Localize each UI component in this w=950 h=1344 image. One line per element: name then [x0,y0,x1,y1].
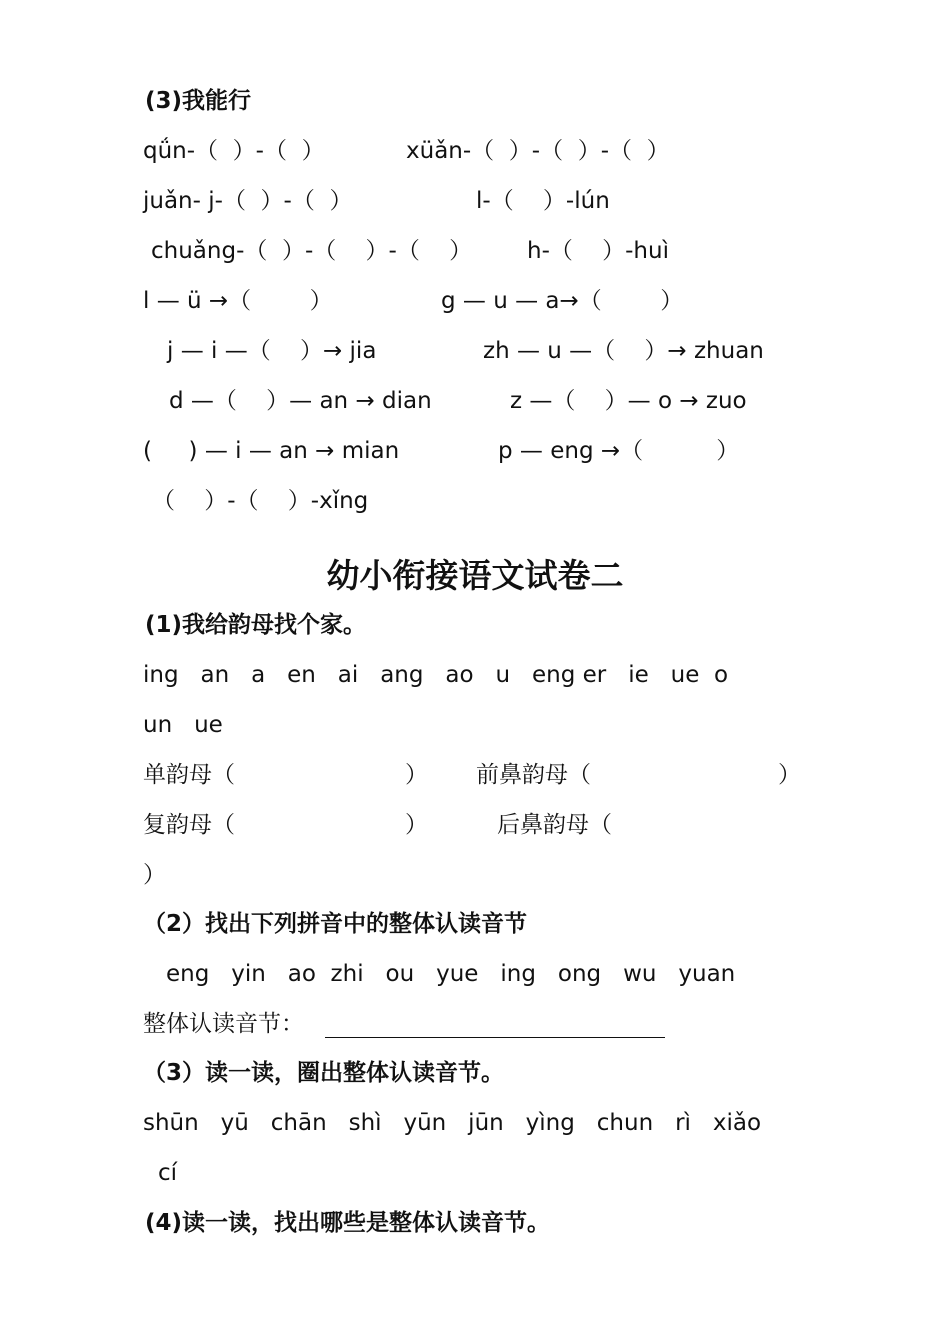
syllable-list: eng yin ao zhi ou yue ing ong wu yuan [166,961,736,987]
back-nasal-label: 后鼻韵母（ [497,812,612,838]
syllable-list: cí [158,1160,178,1186]
page-title: 幼小衔接语文试卷二 [326,556,624,595]
exercise-item: z —（ ）— o → zuo [510,388,747,414]
question-heading: (1)我给韵母找个家。 [145,612,367,638]
exercise-item: l-（ ）-lún [476,188,610,214]
exercise-item: juǎn- j-（ ）-（ ） [143,188,353,214]
question-heading: (4)读一读，找出哪些是整体认读音节。 [145,1210,551,1236]
answer-label: 整体认读音节： [143,1011,304,1037]
single-vowel-label: 单韵母（ [143,762,235,788]
section-heading: (3)我能行 [145,88,252,114]
vowel-list: un ue [143,712,223,738]
bracket-close: ） [405,762,428,788]
front-nasal-label: 前鼻韵母（ [476,762,591,788]
question-heading: （2）找出下列拼音中的整体认读音节 [143,911,528,937]
bracket-close: ） [778,762,801,788]
exercise-item: ( ) — i — an → mian [143,438,400,464]
exercise-item: h-（ ）-huì [527,238,669,264]
exercise-item: chuǎng-（ ）-（ ）-（ ） [151,238,473,264]
exercise-item: g — u — a→（ ） [441,288,684,314]
vowel-list: ing an a en ai ang ao u eng er ie ue o [143,662,729,688]
exercise-item: j — i —（ ）→ jia [167,338,377,364]
bracket-close: ） [143,862,166,888]
exercise-item: d —（ ）— an → dian [169,388,432,414]
answer-line [325,1037,665,1038]
syllable-list: shūn yū chān shì yūn jūn yìng chun rì xiǎo [143,1110,762,1136]
exercise-item: xüǎn-（ ）-（ ）-（ ） [406,138,670,164]
exercise-item: （ ）-（ ）-xǐng [152,488,369,514]
exercise-item: p — eng →（ ） [498,438,740,464]
exercise-item: qǘn-（ ）-（ ） [143,138,325,164]
bracket-close: ） [405,812,428,838]
compound-vowel-label: 复韵母（ [143,812,235,838]
exercise-item: l — ü →（ ） [143,288,333,314]
question-heading: （3）读一读，圈出整体认读音节。 [143,1060,505,1086]
exercise-item: zh — u —（ ）→ zhuan [483,338,764,364]
